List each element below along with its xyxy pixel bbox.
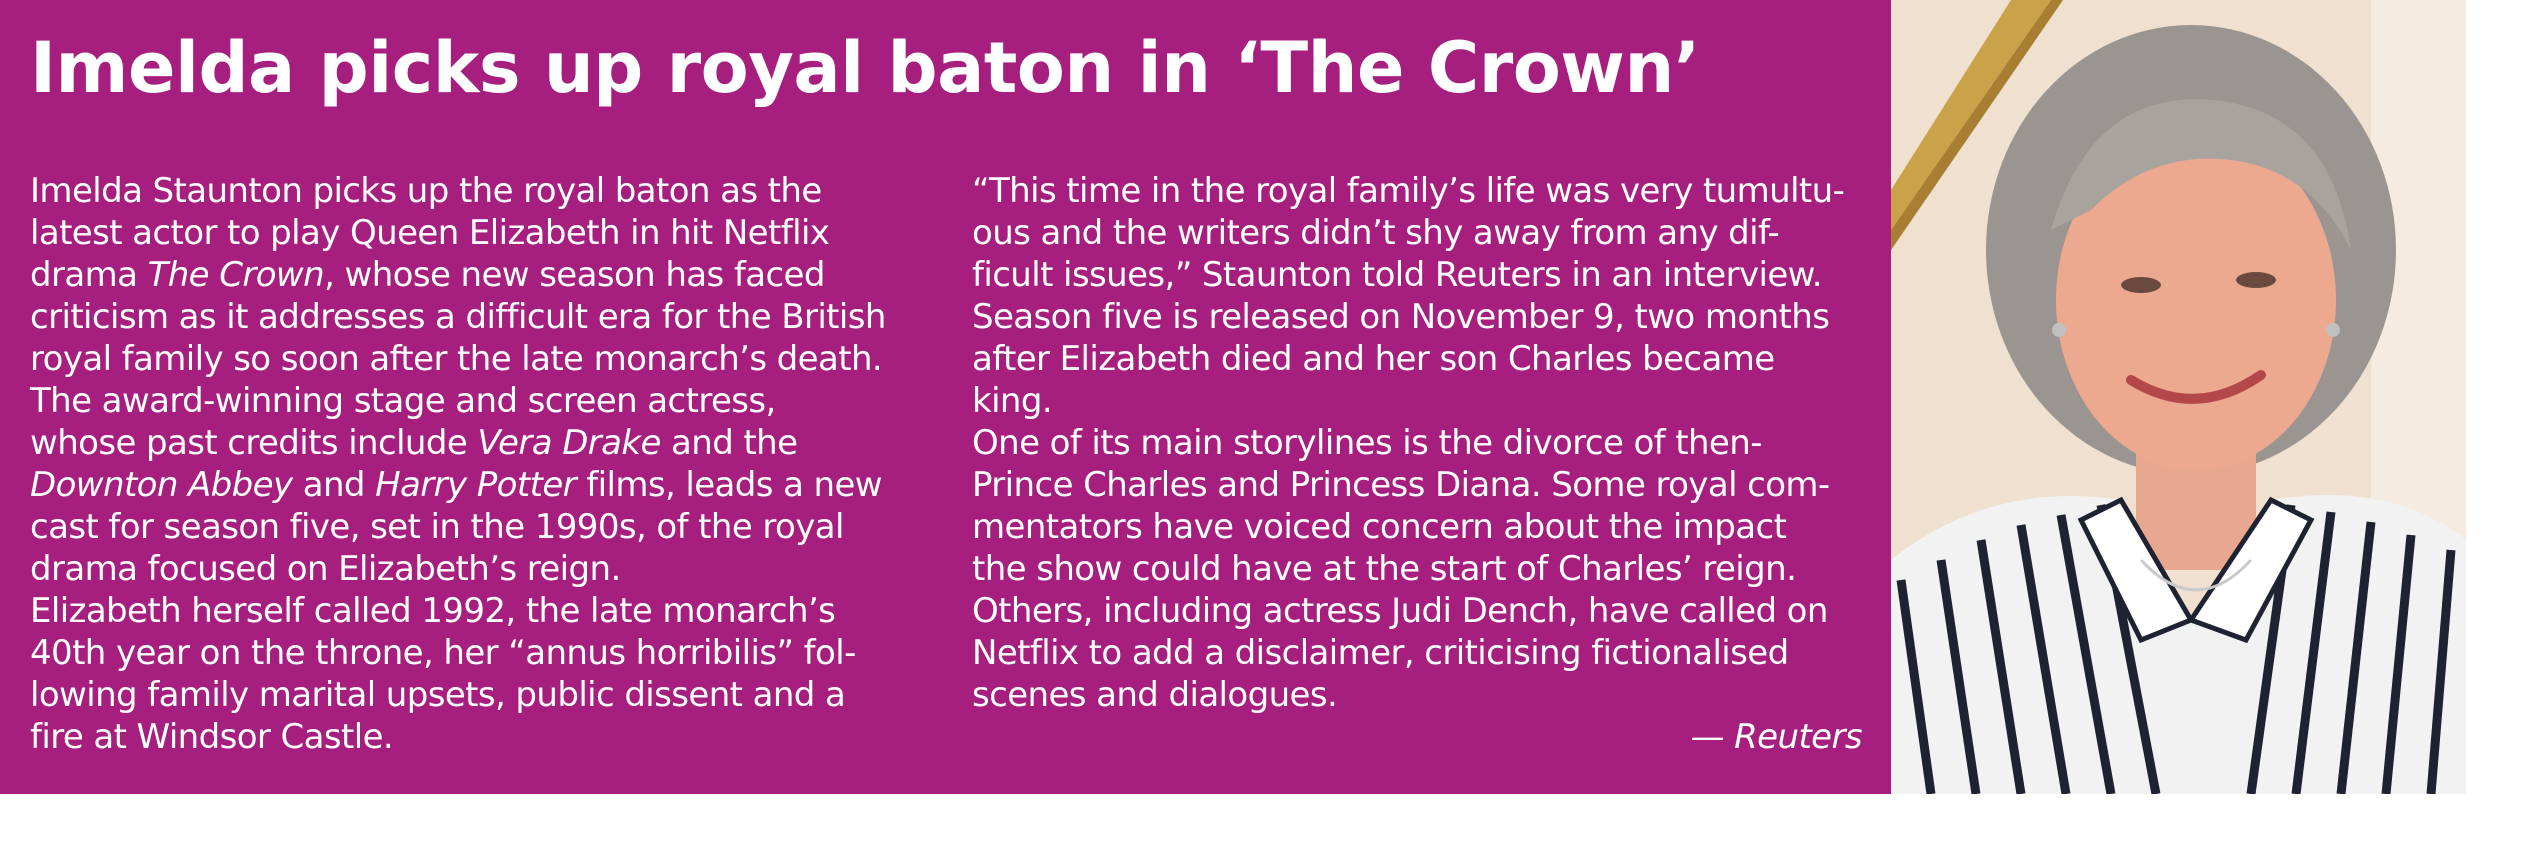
text-line xyxy=(30,212,930,254)
text-line xyxy=(972,590,1862,632)
text-line xyxy=(30,548,930,590)
text-run: “This time in the royal family’s life was very tumultu- xyxy=(972,171,1845,211)
italic-title: The Crown xyxy=(147,255,325,295)
text-line xyxy=(30,716,930,758)
portrait-photo xyxy=(1891,0,2466,794)
text-line xyxy=(972,380,1862,422)
text-line xyxy=(972,548,1862,590)
right-column xyxy=(972,170,1862,758)
text-run: Prince Charles and Princess Diana. Some royal com- xyxy=(972,465,1830,505)
italic-title: Downton Abbey xyxy=(30,465,293,505)
text-run: mentators have voiced concern about the impact xyxy=(972,507,1787,547)
text-run: after Elizabeth died and her son Charles became xyxy=(972,339,1775,379)
text-line xyxy=(30,254,930,296)
text-run: lowing family marital upsets, public dissent and a xyxy=(30,675,846,715)
text-run: The award-winning stage and screen actress, xyxy=(30,381,776,421)
text-run: and the xyxy=(660,423,798,463)
text-run: ficult issues,” Staunton told Reuters in an interview. xyxy=(972,255,1822,295)
text-run: criticism as it addresses a difficult era for the British xyxy=(30,297,886,337)
text-line xyxy=(972,170,1862,212)
text-line xyxy=(972,674,1862,716)
text-run: the show could have at the start of Charles’ reign. xyxy=(972,549,1797,589)
text-line xyxy=(30,632,930,674)
text-run: fire at Windsor Castle. xyxy=(30,717,394,757)
text-run: latest actor to play Queen Elizabeth in hit Netflix xyxy=(30,213,830,253)
text-run: Others, including actress Judi Dench, have called on xyxy=(972,591,1828,631)
text-run: king. xyxy=(972,381,1053,421)
text-line xyxy=(30,590,930,632)
text-line xyxy=(972,254,1862,296)
text-run: whose past credits include xyxy=(30,423,478,463)
text-run: 40th year on the throne, her “annus horribilis” fol- xyxy=(30,633,856,673)
headline: Imelda picks up royal baton in ‘The Crown’ xyxy=(30,27,1700,109)
text-line xyxy=(972,212,1862,254)
text-line xyxy=(972,338,1862,380)
text-run: drama xyxy=(30,255,148,295)
text-line xyxy=(30,674,930,716)
source-credit: — Reuters xyxy=(1690,717,1862,757)
text-run: and xyxy=(292,465,376,505)
text-run: Season five is released on November 9, two months xyxy=(972,297,1830,337)
text-run: royal family so soon after the late monarch’s death. xyxy=(30,339,883,379)
text-line xyxy=(972,464,1862,506)
text-run: ous and the writers didn’t shy away from any dif- xyxy=(972,213,1780,253)
text-line xyxy=(972,422,1862,464)
text-line xyxy=(30,464,930,506)
italic-title: Vera Drake xyxy=(477,423,661,463)
text-line xyxy=(972,506,1862,548)
text-line xyxy=(972,296,1862,338)
text-run: Imelda Staunton picks up the royal baton as the xyxy=(30,171,822,211)
text-line xyxy=(30,338,930,380)
text-line xyxy=(30,380,930,422)
text-line xyxy=(30,296,930,338)
text-line xyxy=(972,632,1862,674)
italic-title: Harry Potter xyxy=(375,465,577,505)
text-line xyxy=(30,170,930,212)
text-line xyxy=(30,422,930,464)
text-line xyxy=(30,506,930,548)
text-run: cast for season five, set in the 1990s, of the royal xyxy=(30,507,844,547)
text-run: Netflix to add a disclaimer, criticising fictionalised xyxy=(972,633,1789,673)
text-run: drama focused on Elizabeth’s reign. xyxy=(30,549,621,589)
text-run: scenes and dialogues. xyxy=(972,675,1338,715)
text-run: films, leads a new xyxy=(576,465,882,505)
text-run: , whose new season has faced xyxy=(324,255,825,295)
text-run: One of its main storylines is the divorce of then- xyxy=(972,423,1762,463)
left-column xyxy=(30,170,930,758)
text-run: Elizabeth herself called 1992, the late monarch’s xyxy=(30,591,836,631)
